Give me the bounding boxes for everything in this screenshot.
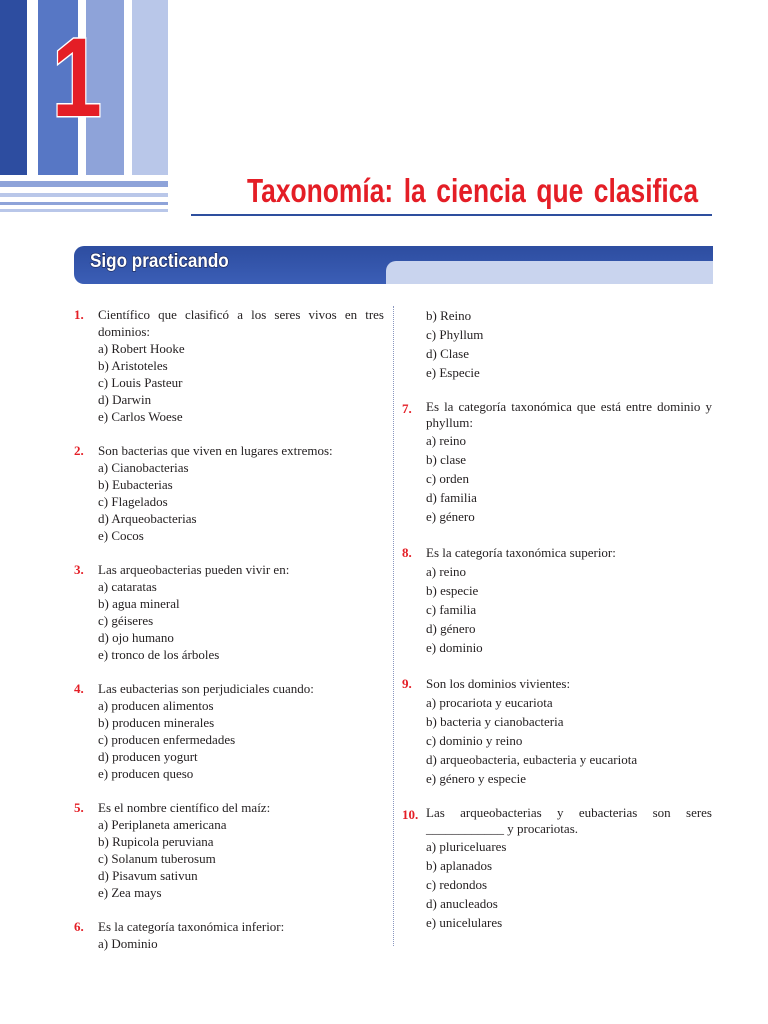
question-number: 4. <box>74 681 84 696</box>
option-e: e) Zea mays <box>98 885 162 900</box>
option-b: b) Reino <box>426 308 472 323</box>
question-text: Es la categoría taxonómica inferior: <box>98 919 285 934</box>
question-number: 3. <box>74 562 84 577</box>
question-7 <box>402 399 712 526</box>
option-a: a) cataratas <box>98 579 157 594</box>
question-number: 8. <box>402 545 412 560</box>
question-text: Es la categoría taxonómica que está entre dominio y phyllum: <box>426 399 712 430</box>
section-banner <box>74 246 713 284</box>
question-8 <box>402 543 712 657</box>
option-a: a) Periplaneta americana <box>98 817 227 832</box>
option-e: e) Especie <box>426 365 480 380</box>
option-e: e) unicelulares <box>426 915 503 930</box>
option-a: a) procariota y eucariota <box>426 695 553 710</box>
option-b: b) especie <box>426 583 479 598</box>
column-divider <box>393 306 394 946</box>
option-c: c) familia <box>426 602 477 617</box>
option-d: d) producen yogurt <box>98 749 198 764</box>
question-6 <box>74 918 384 952</box>
option-e: e) género <box>426 509 475 524</box>
option-e: e) tronco de los árboles <box>98 647 220 662</box>
question-text: Son los dominios vivientes: <box>426 676 571 691</box>
option-b: b) Eubacterias <box>98 477 173 492</box>
question-10 <box>402 805 712 932</box>
option-e: e) Carlos Woese <box>98 409 183 424</box>
option-c: c) géiseres <box>98 613 154 628</box>
question-number: 10. <box>402 807 419 822</box>
option-b: b) aplanados <box>426 858 493 873</box>
option-e: e) producen queso <box>98 766 194 781</box>
option-b: b) agua mineral <box>98 596 180 611</box>
question-text: Científico que clasificó a los seres vivos en tres dominios: <box>98 307 384 339</box>
option-c: c) orden <box>426 471 469 486</box>
question-text: Son bacterias que viven en lugares extremos: <box>98 443 333 458</box>
right-column <box>402 306 712 932</box>
section-title: Sigo practicando <box>90 251 229 272</box>
option-b: b) bacteria y cianobacteria <box>426 714 564 729</box>
option-a: a) producen alimentos <box>98 698 214 713</box>
question-6-continued <box>402 306 712 382</box>
option-a: a) Robert Hooke <box>98 341 185 356</box>
question-text: Las eubacterias son perjudiciales cuando: <box>98 681 314 696</box>
option-d: d) ojo humano <box>98 630 174 645</box>
option-d: d) Arqueobacterias <box>98 511 197 526</box>
option-b: b) producen minerales <box>98 715 215 730</box>
question-4 <box>74 680 384 782</box>
option-a: a) Dominio <box>98 936 158 951</box>
question-3 <box>74 561 384 663</box>
question-1 <box>74 306 384 425</box>
question-5 <box>74 799 384 901</box>
option-b: b) Aristoteles <box>98 358 168 373</box>
title-underline <box>191 214 712 216</box>
option-d: d) anucleados <box>426 896 498 911</box>
option-e: e) Cocos <box>98 528 144 543</box>
chapter-number: 1 <box>52 15 101 140</box>
question-text: Es la categoría taxonómica superior: <box>426 545 616 560</box>
option-a: a) Cianobacterias <box>98 460 189 475</box>
option-a: a) reino <box>426 433 467 448</box>
question-text: Las arqueobacterias y eubacterias son seres ____________ y procariotas. <box>426 805 712 836</box>
option-a: a) pluriceluares <box>426 839 507 854</box>
option-e: e) género y especie <box>426 771 526 786</box>
option-d: d) Darwin <box>98 392 152 407</box>
option-b: b) clase <box>426 452 467 467</box>
question-2 <box>74 442 384 544</box>
option-d: d) género <box>426 621 476 636</box>
option-d: d) Pisavum sativun <box>98 868 198 883</box>
question-9 <box>402 674 712 788</box>
option-d: d) arqueobacteria, eubacteria y eucariota <box>426 752 638 767</box>
option-c: c) Solanum tuberosum <box>98 851 216 866</box>
page-title: Taxonomía: la ciencia que clasifica <box>247 172 699 209</box>
option-a: a) reino <box>426 564 467 579</box>
option-d: d) Clase <box>426 346 469 361</box>
question-number: 1. <box>74 307 84 322</box>
banner-accent <box>386 261 713 284</box>
option-c: c) producen enfermedades <box>98 732 236 747</box>
question-number: 7. <box>402 401 412 416</box>
option-c: c) Phyllum <box>426 327 484 342</box>
option-c: c) Flagelados <box>98 494 168 509</box>
option-c: c) dominio y reino <box>426 733 523 748</box>
option-c: c) redondos <box>426 877 488 892</box>
question-number: 2. <box>74 443 84 458</box>
option-b: b) Rupicola peruviana <box>98 834 214 849</box>
option-c: c) Louis Pasteur <box>98 375 183 390</box>
left-column <box>74 306 384 952</box>
question-number: 6. <box>74 919 84 934</box>
question-number: 9. <box>402 676 412 691</box>
option-d: d) familia <box>426 490 477 505</box>
option-e: e) dominio <box>426 640 483 655</box>
question-text: Es el nombre científico del maíz: <box>98 800 271 815</box>
question-number: 5. <box>74 800 84 815</box>
question-text: Las arqueobacterias pueden vivir en: <box>98 562 290 577</box>
